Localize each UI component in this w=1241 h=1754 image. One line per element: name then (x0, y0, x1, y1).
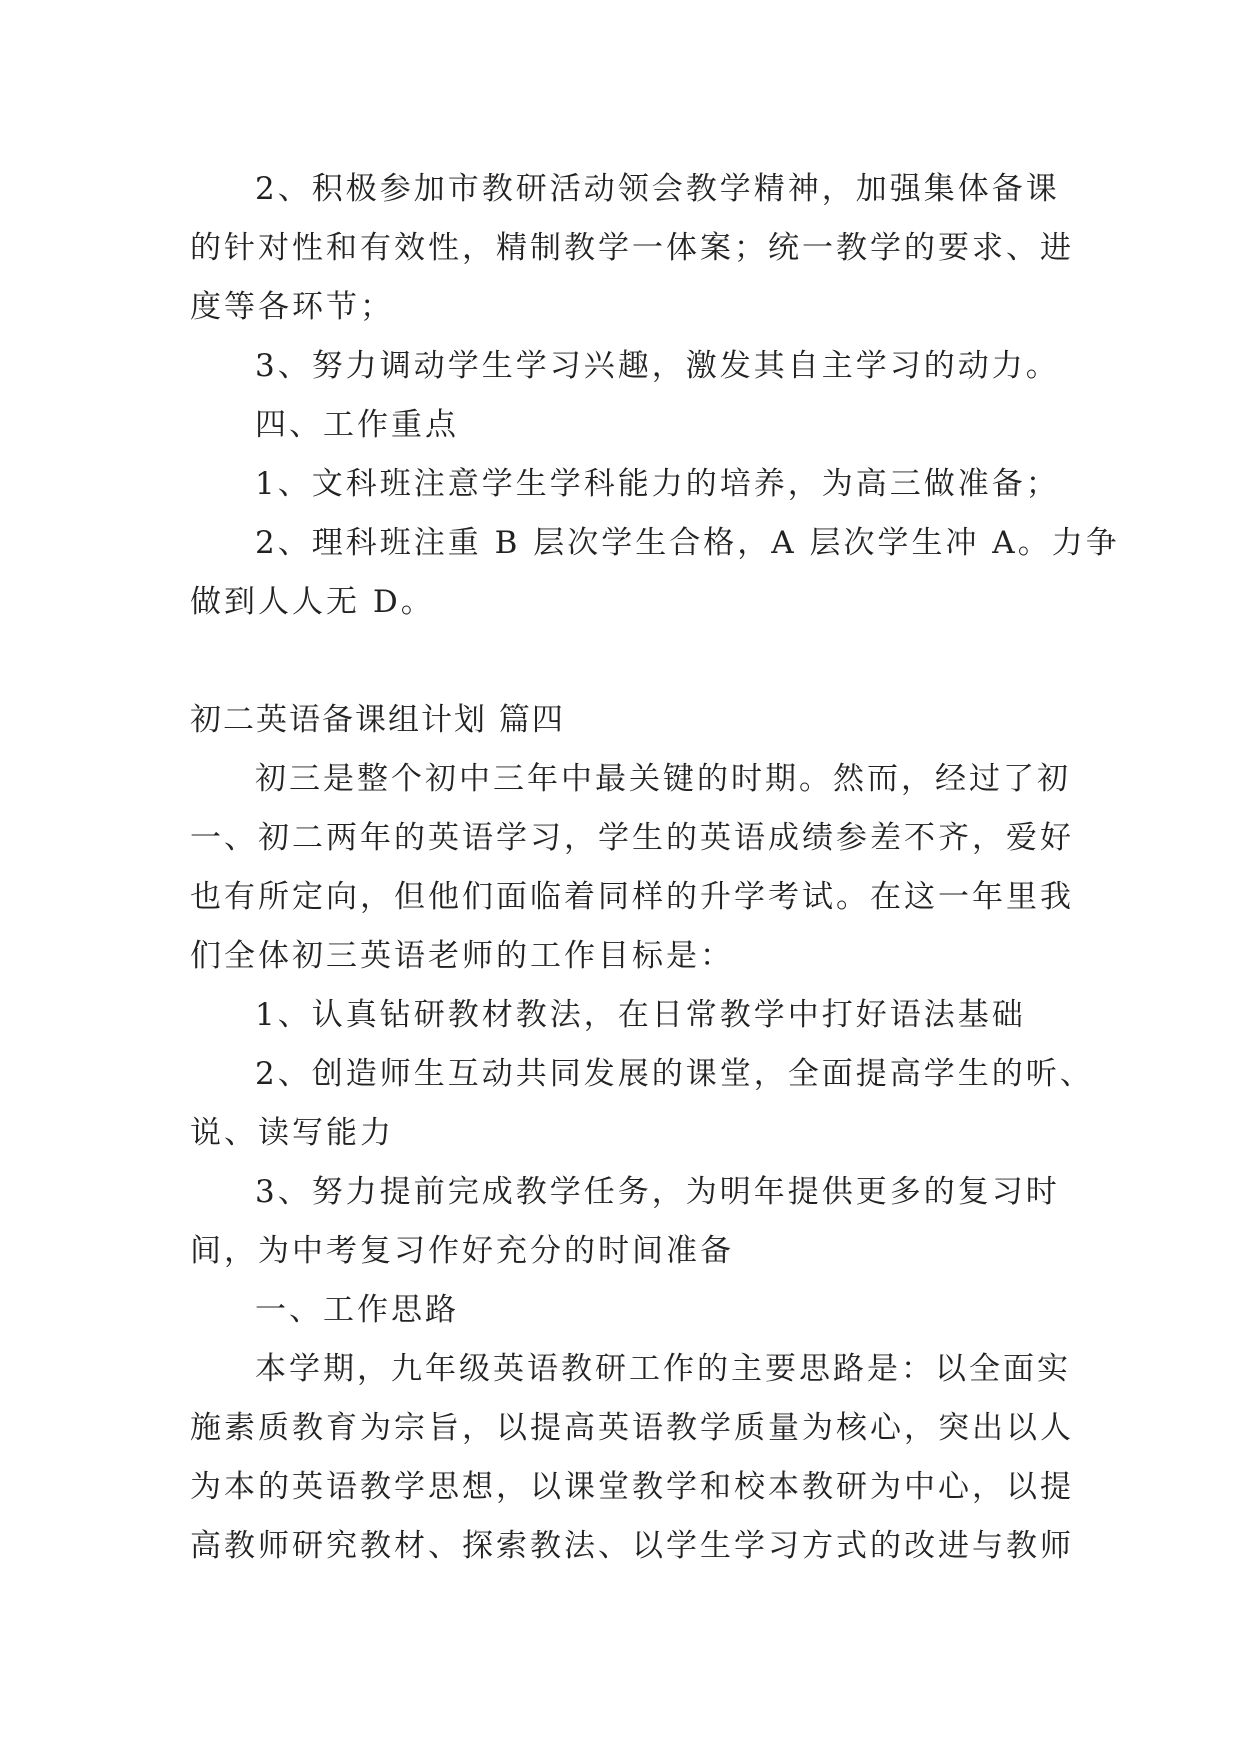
paragraph-line: 说、读写能力 (190, 1115, 394, 1151)
paragraph-line: 初三是整个初中三年中最关键的时期。然而，经过了初 (255, 761, 1071, 797)
paragraph-line: 1、认真钻研教材教法，在日常教学中打好语法基础 (255, 997, 1026, 1033)
paragraph-line: 3、努力提前完成教学任务，为明年提供更多的复习时 (255, 1174, 1060, 1210)
document-body (190, 160, 1120, 1576)
paragraph-line: 1、文科班注意学生学科能力的培养，为高三做准备； (255, 466, 1060, 502)
document-title: 初二英语备课组计划 篇四 (190, 702, 565, 738)
section-heading: 四、工作重点 (255, 407, 459, 443)
paragraph-line: 也有所定向，但他们面临着同样的升学考试。在这一年里我 (190, 879, 1074, 915)
paragraph-line: 高教师研究教材、探索教法、以学生学习方式的改进与教师 (190, 1528, 1074, 1564)
paragraph-line: 2、理科班注重 B 层次学生合格，A 层次学生冲 A。力争 (255, 525, 1120, 561)
paragraph-line: 2、创造师生互动共同发展的课堂，全面提高学生的听、 (255, 1056, 1094, 1092)
paragraph-line: 间，为中考复习作好充分的时间准备 (190, 1233, 734, 1269)
paragraph-line: 一、初二两年的英语学习，学生的英语成绩参差不齐，爱好 (190, 820, 1074, 856)
paragraph-line: 为本的英语教学思想，以课堂教学和校本教研为中心，以提 (190, 1469, 1074, 1505)
paragraph-line: 的针对性和有效性，精制教学一体案；统一教学的要求、进 (190, 230, 1074, 266)
paragraph-line: 做到人人无 D。 (190, 584, 435, 620)
section-spacer (190, 632, 1060, 691)
paragraph-line: 们全体初三英语老师的工作目标是： (190, 938, 734, 974)
section-heading: 一、工作思路 (255, 1292, 459, 1328)
paragraph-line: 2、积极参加市教研活动领会教学精神，加强集体备课 (255, 171, 1060, 207)
paragraph-line: 施素质教育为宗旨，以提高英语教学质量为核心，突出以人 (190, 1410, 1074, 1446)
paragraph-line: 3、努力调动学生学习兴趣，激发其自主学习的动力。 (255, 348, 1060, 384)
paragraph-line: 本学期，九年级英语教研工作的主要思路是：以全面实 (255, 1351, 1071, 1387)
paragraph-line: 度等各环节； (190, 289, 394, 325)
